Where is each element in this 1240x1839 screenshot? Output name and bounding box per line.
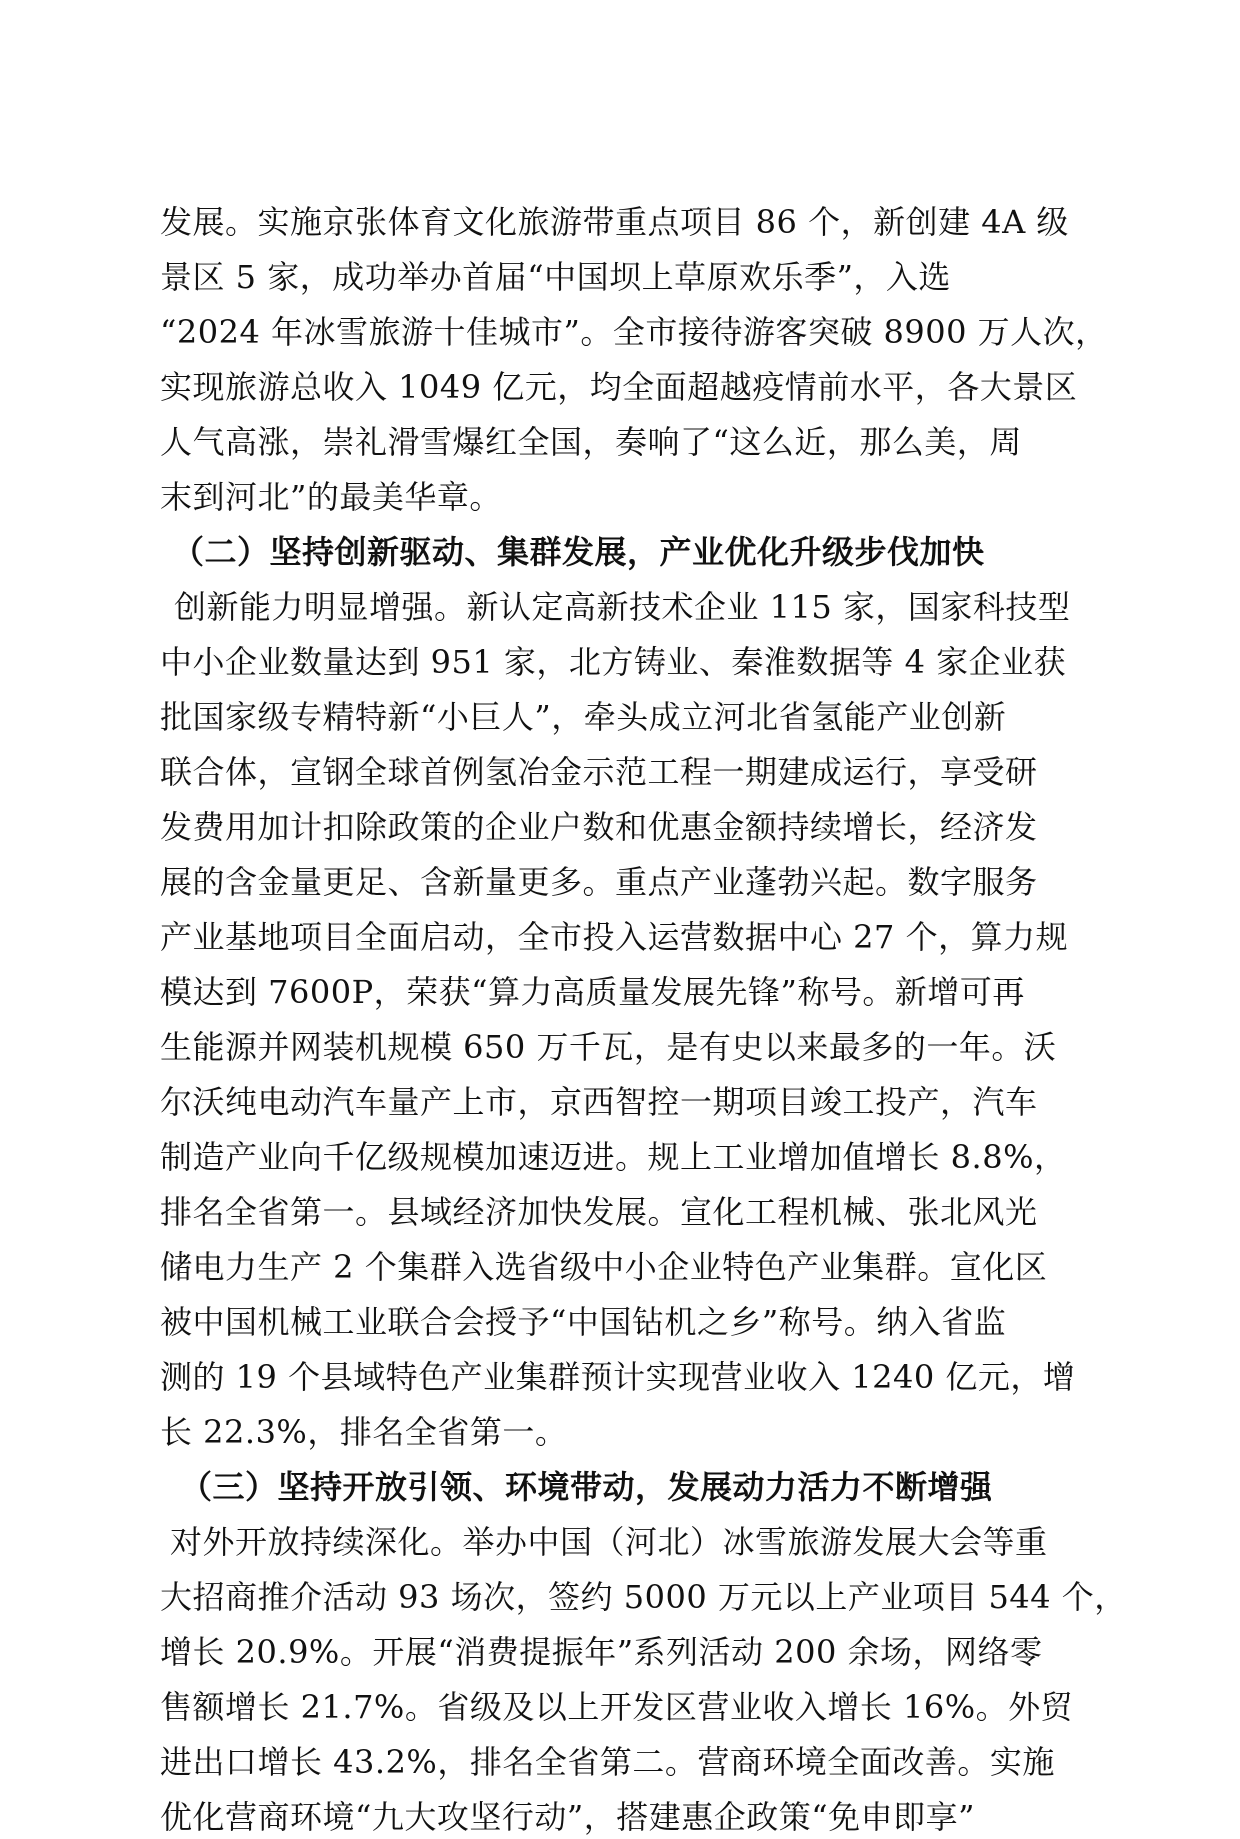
text-line-9: 中小企业数量达到 951 家，北方铸业、秦淮数据等 4 家企业获 (160, 643, 1067, 681)
section-heading-3: （三）坚持开放引领、环境带动，发展动力活力不断增强 (180, 1468, 993, 1506)
text-line-28: 售额增长 21.7%。省级及以上开发区营业收入增长 16%。外贸 (160, 1688, 1074, 1726)
text-line-14: 产业基地项目全面启动，全市投入运营数据中心 27 个，算力规 (160, 918, 1069, 956)
text-line-2: 景区 5 家，成功举办首届“中国坝上草原欢乐季”，入选 (160, 258, 951, 296)
text-line-30: 优化营商环境“九大攻坚行动”，搭建惠企政策“免申即享” (160, 1798, 975, 1836)
text-line-8: 创新能力明显增强。新认定高新技术企业 115 家，国家科技型 (174, 588, 1071, 626)
text-line-23: 长 22.3%，排名全省第一。 (160, 1413, 568, 1451)
text-line-17: 尔沃纯电动汽车量产上市，京西智控一期项目竣工投产，汽车 (160, 1083, 1038, 1121)
text-line-26: 大招商推介活动 93 场次，签约 5000 万元以上产业项目 544 个， (160, 1578, 1127, 1616)
text-line-12: 发费用加计扣除政策的企业户数和优惠金额持续增长，经济发 (160, 808, 1038, 846)
text-line-16: 生能源并网装机规模 650 万千瓦，是有史以来最多的一年。沃 (160, 1028, 1057, 1066)
text-line-10: 批国家级专精特新“小巨人”，牵头成立河北省氢能产业创新 (160, 698, 1007, 736)
text-line-22: 测的 19 个县域特色产业集群预计实现营业收入 1240 亿元，增 (160, 1358, 1076, 1396)
text-line-5: 人气高涨，崇礼滑雪爆红全国，奏响了“这么近，那么美，周 (160, 423, 1022, 461)
text-line-19: 排名全省第一。县域经济加快发展。宣化工程机械、张北风光 (160, 1193, 1038, 1231)
text-line-18: 制造产业向千亿级规模加速迈进。规上工业增加值增长 8.8%， (160, 1138, 1067, 1176)
section-heading-2: （二）坚持创新驱动、集群发展，产业优化升级步伐加快 (172, 533, 985, 571)
text-line-25: 对外开放持续深化。举办中国（河北）冰雪旅游发展大会等重 (170, 1523, 1048, 1561)
text-line-15: 模达到 7600P，荣获“算力高质量发展先锋”称号。新增可再 (160, 973, 1025, 1011)
text-line-13: 展的含金量更足、含新量更多。重点产业蓬勃兴起。数字服务 (160, 863, 1038, 901)
text-line-3: “2024 年冰雪旅游十佳城市”。全市接待游客突破 8900 万人次， (160, 313, 1108, 351)
text-line-6: 末到河北”的最美华章。 (160, 478, 502, 516)
text-line-29: 进出口增长 43.2%，排名全省第二。营商环境全面改善。实施 (160, 1743, 1055, 1781)
text-line-11: 联合体，宣钢全球首例氢冶金示范工程一期建成运行，享受研 (160, 753, 1038, 791)
text-line-20: 储电力生产 2 个集群入选省级中小企业特色产业集群。宣化区 (160, 1248, 1048, 1286)
text-line-4: 实现旅游总收入 1049 亿元，均全面超越疫情前水平，各大景区 (160, 368, 1078, 406)
text-line-27: 增长 20.9%。开展“消费提振年”系列活动 200 余场，网络零 (160, 1633, 1043, 1671)
text-line-1: 发展。实施京张体育文化旅游带重点项目 86 个，新创建 4A 级 (160, 203, 1069, 241)
text-line-21: 被中国机械工业联合会授予“中国钻机之乡”称号。纳入省监 (160, 1303, 1007, 1341)
